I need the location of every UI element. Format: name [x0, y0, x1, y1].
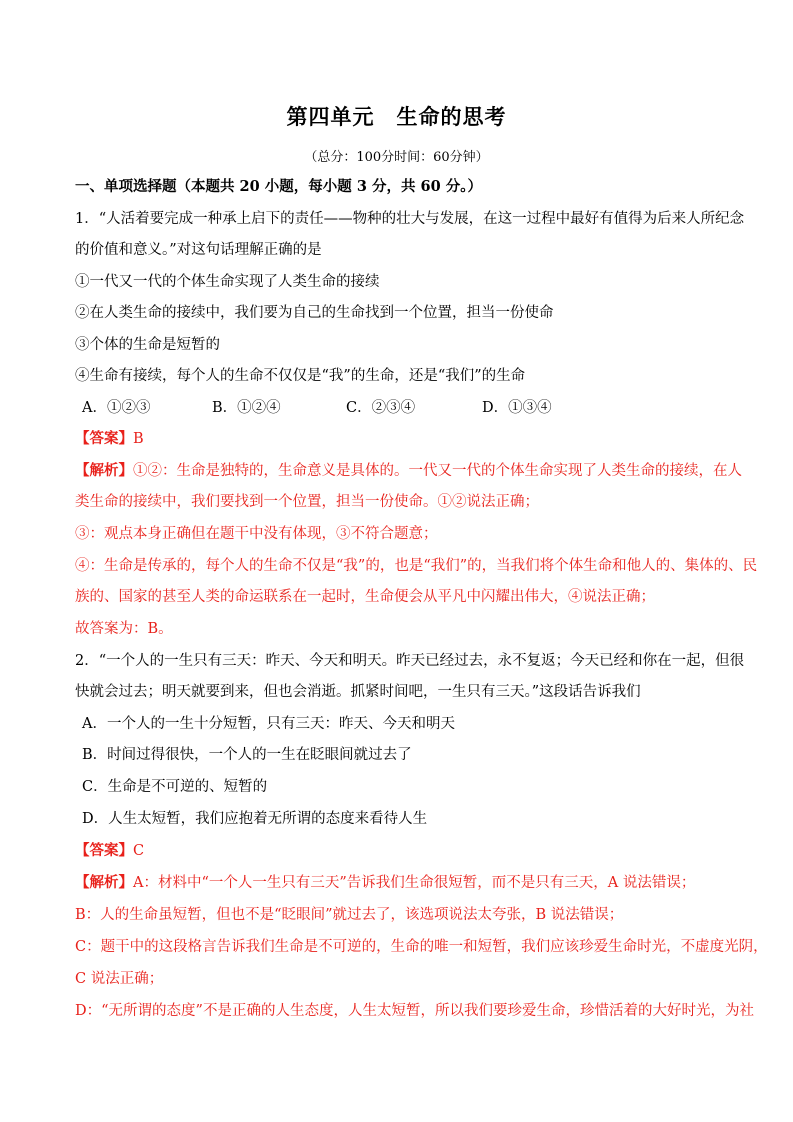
q1-stem-line-1: 1．“人活着要完成一种承上启下的责任——物种的壮大与发展，在这一过程中最好有值得为后来人所纪念 — [75, 211, 745, 227]
analysis-tag: 【解析】 — [75, 874, 133, 891]
q2-stem-line-1: 2．“一个人的一生只有三天：昨天、今天和明天。昨天已经过去，永不复返；今天已经和你在一起，但很 — [75, 653, 745, 669]
q1-analysis-line-4: ④：生命是传承的，每个人的生命不仅是“我”的，也是“我们”的，当我们将个体生命和他人的、集体的、民 — [75, 558, 758, 574]
q2-analysis-line-3: C：题干中的这段格言告诉我们生命是不可逆的，生命的唯一和短暂，我们应该珍爱生命时光，不虚度光阴， — [75, 939, 768, 955]
q2-option-b: B．时间过得很快，一个人的一生在眨眼间就过去了 — [82, 747, 412, 763]
q2-option-a: A．一个人的一生十分短暂，只有三天：昨天、今天和明天 — [82, 716, 455, 732]
q1-stem-line-2: 的价值和意义。”对这句话理解正确的是 — [75, 242, 322, 258]
analysis-tag: 【解析】 — [75, 462, 133, 479]
q2-option-d: D．人生太短暂，我们应抱着无所谓的态度来看待人生 — [82, 811, 428, 827]
q1-option-b: B．①②④ — [212, 400, 281, 416]
q2-answer-value: C — [133, 843, 145, 859]
q1-item-4: ④生命有接续，每个人的生命不仅仅是“我”的生命，还是“我们”的生命 — [75, 368, 526, 384]
q1-analysis-line-5: 族的、国家的甚至人类的命运联系在一起时，生命便会从平凡中闪耀出伟大，④说法正确； — [75, 589, 655, 605]
page-title: 第四单元 生命的思考 — [286, 104, 507, 129]
exam-info: （总分：100分时间：60分钟） — [304, 150, 489, 165]
q1-analysis-line-1 — [75, 461, 742, 481]
q2-option-c: C．生命是不可逆的、短暂的 — [82, 779, 268, 795]
q2-analysis-line-5: D：“无所谓的态度”不是正确的人生态度，人生太短暂，所以我们要珍爱生命，珍惜活着的大好时光，为社 — [75, 1003, 754, 1019]
q1-answer-value: B — [133, 431, 144, 447]
q2-analysis-line-4: C 说法正确； — [75, 971, 164, 987]
q1-option-d: D．①③④ — [482, 400, 552, 416]
answer-tag: 【答案】 — [75, 430, 133, 447]
q1-analysis-line-6: 故答案为：B。 — [75, 621, 173, 637]
q2-stem-line-2: 快就会过去；明天就要到来，但也会消逝。抓紧时间吧，一生只有三天。”这段话告诉我们 — [75, 684, 641, 700]
q2-answer — [75, 841, 725, 861]
q1-item-2: ②在人类生命的接续中，我们要为自己的生命找到一个位置，担当一份使命 — [75, 305, 554, 321]
q1-option-c: C．②③④ — [346, 400, 416, 416]
q1-item-3: ③个体的生命是短暂的 — [75, 337, 220, 353]
q1-analysis-text-1: ①②：生命是独特的，生命意义是具体的。一代又一代的个体生命实现了人类生命的接续，在人 — [133, 463, 742, 479]
answer-tag: 【答案】 — [75, 842, 133, 859]
q1-item-1: ①一代又一代的个体生命实现了人类生命的接续 — [75, 274, 380, 290]
q1-options — [82, 398, 552, 418]
q1-analysis-line-2: 类生命的接续中，我们要找到一个位置，担当一份使命。①②说法正确； — [75, 494, 539, 510]
q1-analysis-line-3: ③：观点本身正确但在题干中没有体现，③不符合题意； — [75, 526, 438, 542]
q2-analysis-text-1: A：材料中“一个人一生只有三天”告诉我们生命很短暂，而不是只有三天，A 说法错误； — [133, 875, 696, 891]
q2-analysis-line-2: B：人的生命虽短暂，但也不是“眨眼间”就过去了，该选项说法太夸张，B 说法错误； — [75, 907, 624, 923]
q1-answer — [75, 429, 725, 449]
q1-option-a: A．①②③ — [82, 400, 151, 416]
section-heading: 一、单项选择题（本题共 20 小题，每小题 3 分，共 60 分。） — [75, 178, 482, 195]
q2-analysis-line-1 — [75, 873, 725, 893]
